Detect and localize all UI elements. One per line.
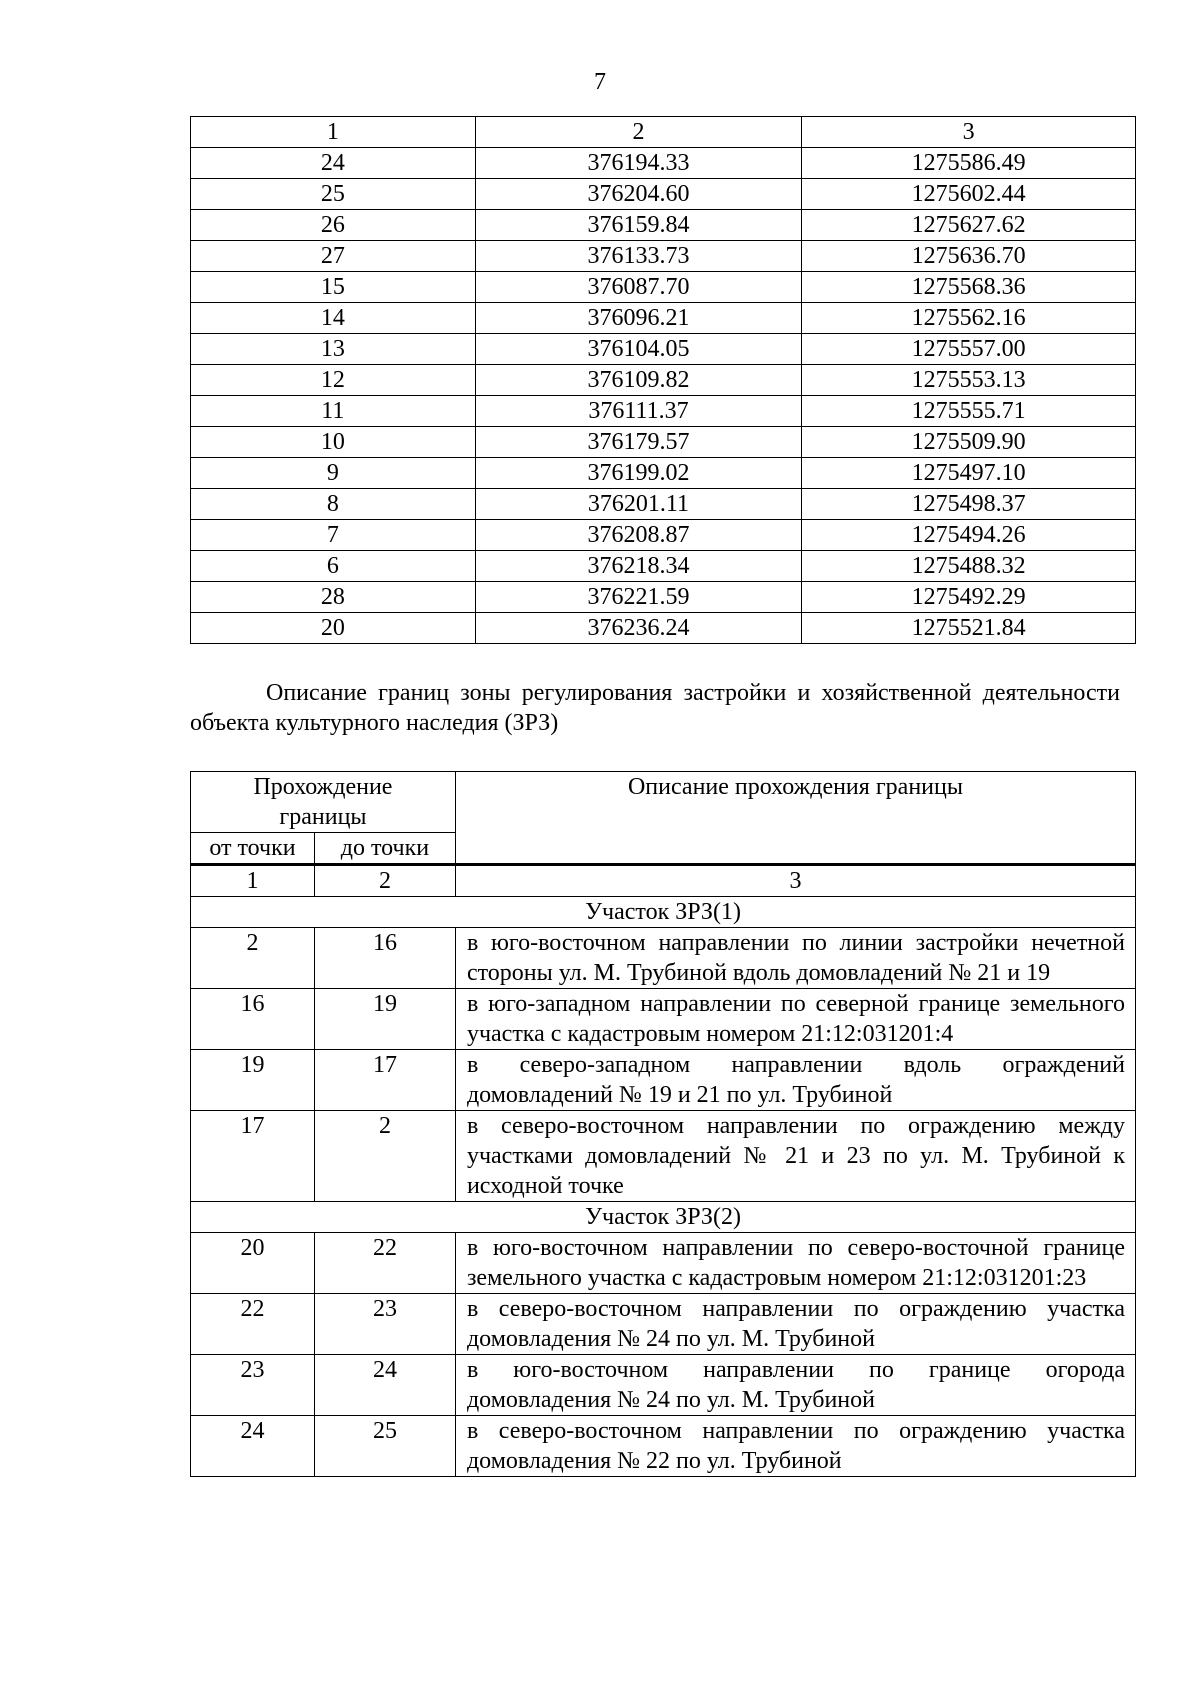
table-cell: 1: [191, 117, 476, 148]
to-point: 22: [314, 1233, 455, 1294]
table-cell: 1275498.37: [802, 489, 1136, 520]
column-number: 2: [314, 865, 455, 897]
from-point: 20: [191, 1233, 315, 1294]
table-cell: 27: [191, 241, 476, 272]
table-cell: 1275568.36: [802, 272, 1136, 303]
boundary-description: в юго-западном направлении по северной границе земельного участка с кадастровым номером 21:12:031201:4: [455, 989, 1135, 1050]
header-passage: Прохождение границы: [191, 772, 456, 833]
from-point: 23: [191, 1355, 315, 1416]
table-cell: 1275488.32: [802, 551, 1136, 582]
from-point: 19: [191, 1050, 315, 1111]
section-title: Участок ЗРЗ(1): [191, 897, 1136, 928]
table-cell: 376218.34: [475, 551, 802, 582]
table-row: [191, 551, 1136, 582]
from-point: 22: [191, 1294, 315, 1355]
table-cell: 14: [191, 303, 476, 334]
table-cell: 376096.21: [475, 303, 802, 334]
table-cell: 1275586.49: [802, 148, 1136, 179]
table-cell: 1275497.10: [802, 458, 1136, 489]
section-row: [191, 1202, 1136, 1233]
table-row: [191, 210, 1136, 241]
table-row: [191, 928, 1136, 989]
boundary-description: в юго-восточном направлении по линии застройки нечетной стороны ул. М. Трубиной вдоль домовладений № 21 и 19: [455, 928, 1135, 989]
from-point: 16: [191, 989, 315, 1050]
table-row: [191, 1355, 1136, 1416]
column-number-row: [191, 865, 1136, 897]
table-row: [191, 520, 1136, 551]
table-cell: 15: [191, 272, 476, 303]
table-cell: 20: [191, 613, 476, 644]
table-cell: 1275557.00: [802, 334, 1136, 365]
table-cell: 376208.87: [475, 520, 802, 551]
to-point: 19: [314, 989, 455, 1050]
table-cell: 1275627.62: [802, 210, 1136, 241]
boundary-description: в северо-восточном направлении по ограждению между участками домовладений № 21 и 23 по ул. М. Трубиной к исходной точке: [455, 1111, 1135, 1202]
from-point: 2: [191, 928, 315, 989]
table-cell: 24: [191, 148, 476, 179]
table-cell: 1275555.71: [802, 396, 1136, 427]
header-to-point: до точки: [314, 833, 455, 865]
boundary-description: в северо-западном направлении вдоль ограждений домовладений № 19 и 21 по ул. Трубиной: [455, 1050, 1135, 1111]
table-cell: 376159.84: [475, 210, 802, 241]
to-point: 24: [314, 1355, 455, 1416]
from-point: 24: [191, 1416, 315, 1477]
table-cell: 3: [802, 117, 1136, 148]
header-description: Описание прохождения границы: [455, 772, 1135, 865]
table-row: [191, 613, 1136, 644]
header-from-point: от точки: [191, 833, 315, 865]
table-row: [191, 989, 1136, 1050]
table-cell: 1275509.90: [802, 427, 1136, 458]
table-cell: 8: [191, 489, 476, 520]
table-row: [191, 1050, 1136, 1111]
table-cell: 1275553.13: [802, 365, 1136, 396]
table-cell: 13: [191, 334, 476, 365]
table-cell: 25: [191, 179, 476, 210]
to-point: 17: [314, 1050, 455, 1111]
table-cell: 26: [191, 210, 476, 241]
column-number: 3: [455, 865, 1135, 897]
table-cell: 376133.73: [475, 241, 802, 272]
coordinates-table: [190, 116, 1136, 644]
table-row: [191, 1111, 1136, 1202]
boundary-table: [190, 771, 1136, 1477]
from-point: 17: [191, 1111, 315, 1202]
table-row: [191, 334, 1136, 365]
boundary-description: в юго-восточном направлении по границе огорода домовладения № 24 по ул. М. Трубиной: [455, 1355, 1135, 1416]
table-cell: 6: [191, 551, 476, 582]
table-row: [191, 241, 1136, 272]
table-cell: 376087.70: [475, 272, 802, 303]
table-row: [191, 148, 1136, 179]
table-cell: 11: [191, 396, 476, 427]
to-point: 25: [314, 1416, 455, 1477]
table-cell: 1275492.29: [802, 582, 1136, 613]
to-point: 23: [314, 1294, 455, 1355]
table-cell: 10: [191, 427, 476, 458]
table-row: [191, 582, 1136, 613]
table-cell: 1275602.44: [802, 179, 1136, 210]
table-cell: 12: [191, 365, 476, 396]
table-cell: 1275494.26: [802, 520, 1136, 551]
section-title: Участок ЗРЗ(2): [191, 1202, 1136, 1233]
table-row: [191, 1233, 1136, 1294]
table-row: [191, 458, 1136, 489]
table-cell: 376109.82: [475, 365, 802, 396]
table-cell: 376221.59: [475, 582, 802, 613]
coordinates-header-row: [191, 117, 1136, 148]
table-cell: 9: [191, 458, 476, 489]
section-row: [191, 897, 1136, 928]
table-cell: 376201.11: [475, 489, 802, 520]
table-row: [191, 365, 1136, 396]
table-row: [191, 427, 1136, 458]
table-cell: 376104.05: [475, 334, 802, 365]
page-number: 7: [594, 69, 606, 95]
table-cell: 376204.60: [475, 179, 802, 210]
table-cell: 2: [475, 117, 802, 148]
table-row: [191, 1416, 1136, 1477]
table-cell: 1275521.84: [802, 613, 1136, 644]
table-cell: 376199.02: [475, 458, 802, 489]
table-cell: 376111.37: [475, 396, 802, 427]
table-cell: 7: [191, 520, 476, 551]
boundary-description: в северо-восточном направлении по ограждению участка домовладения № 22 по ул. Трубиной: [455, 1416, 1135, 1477]
table-cell: 376179.57: [475, 427, 802, 458]
table-cell: 1275636.70: [802, 241, 1136, 272]
table-cell: 1275562.16: [802, 303, 1136, 334]
boundary-description: в северо-восточном направлении по ограждению участка домовладения № 24 по ул. М. Трубиной: [455, 1294, 1135, 1355]
boundary-header-row: [191, 772, 1136, 833]
table-row: [191, 489, 1136, 520]
to-point: 16: [314, 928, 455, 989]
table-row: [191, 396, 1136, 427]
column-number: 1: [191, 865, 315, 897]
to-point: 2: [314, 1111, 455, 1202]
boundary-description: в юго-восточном направлении по северо-восточной границе земельного участка с кадастровым номером 21:12:031201:23: [455, 1233, 1135, 1294]
table-cell: 376194.33: [475, 148, 802, 179]
table-row: [191, 303, 1136, 334]
table-row: [191, 179, 1136, 210]
table-row: [191, 272, 1136, 303]
table-cell: 376236.24: [475, 613, 802, 644]
zone-description: Описание границ зоны регулирования застройки и хозяйственной деятельности объекта культурного наследия (ЗРЗ): [190, 680, 1120, 736]
table-row: [191, 1294, 1136, 1355]
table-cell: 28: [191, 582, 476, 613]
